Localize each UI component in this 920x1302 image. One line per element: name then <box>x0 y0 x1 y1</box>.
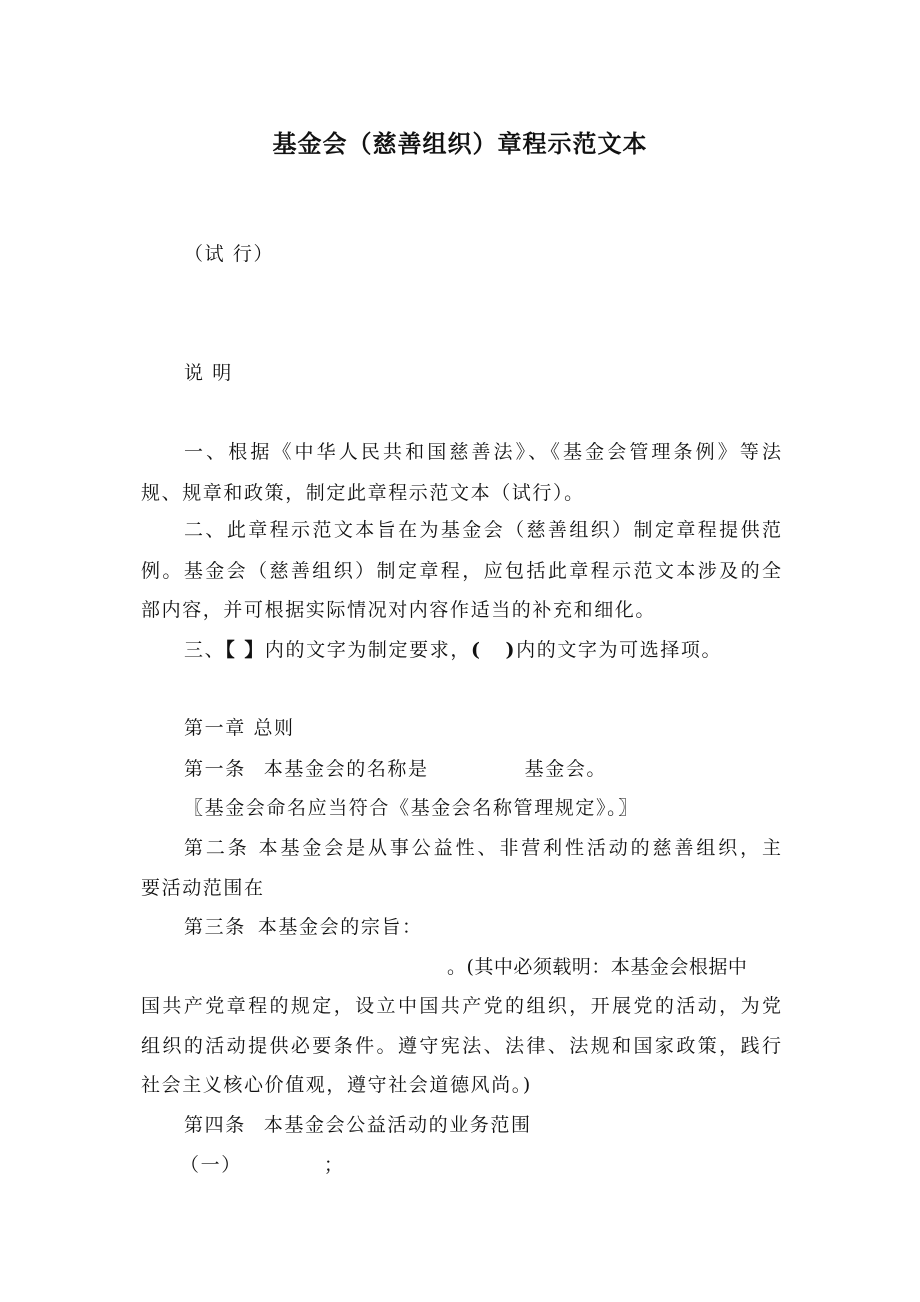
article3-line5: 社会主义核心价值观，遵守社会道德风尚。) <box>141 1074 532 1096</box>
article4-item1 <box>180 1153 777 1177</box>
article3-text: 本基金会的宗旨： <box>257 916 423 938</box>
article1 <box>184 757 781 781</box>
item3-prefix: 三、 <box>184 639 226 661</box>
article3-line3: 国共产党章程的规定，设立中国共产党的组织，开展党的活动，为党 <box>141 995 781 1017</box>
article3-line2: 。(其中必须载明：本基金会根据中 <box>447 956 748 978</box>
article1-tail: 基金会。 <box>524 758 608 780</box>
explanation-item2-line2: 例。基金会（慈善组织）制定章程，应包括此章程示范文本涉及的全 <box>141 560 781 582</box>
article1-label: 第一条 <box>184 758 246 780</box>
explanation-item1-line2: 规、规章和政策，制定此章程示范文本（试行）。 <box>141 482 585 504</box>
article2-line2: 要活动范围在 <box>141 877 265 899</box>
article3-line4: 组织的活动提供必要条件。遵守宪法、法律、法规和国家政策，践行 <box>141 1035 781 1057</box>
item3-bracket-open: 【 <box>225 639 237 661</box>
trial-note: （试 行） <box>184 243 275 265</box>
item3-paren-close: ) <box>505 639 517 661</box>
article4-item1-end: ； <box>323 1154 345 1176</box>
article4-text: 本基金会公益活动的业务范围 <box>263 1114 532 1136</box>
item3-bracket-close: 】 <box>244 639 265 661</box>
item3-suffix: 内的文字为可选择项。 <box>516 639 723 661</box>
article2-line1: 第二条 本基金会是从事公益性、非营利性活动的慈善组织，主 <box>184 837 781 859</box>
article4-label: 第四条 <box>184 1114 246 1136</box>
document-title: 基金会（慈善组织）章程示范文本 <box>272 130 648 158</box>
item3-paren-open: ( <box>470 639 482 661</box>
explanation-heading: 说 明 <box>184 362 233 384</box>
explanation-item2-line1: 二、此章程示范文本旨在为基金会（慈善组织）制定章程提供范 <box>184 519 781 541</box>
chapter1-heading: 第一章 总则 <box>184 717 295 739</box>
explanation-item1-line1: 一、根据《中华人民共和国慈善法》、《基金会管理条例》等法 <box>184 441 781 463</box>
article3 <box>184 915 781 939</box>
explanation-item2-line3: 部内容，并可根据实际情况对内容作适当的补充和细化。 <box>141 599 657 621</box>
article4-item1-label: （一） <box>180 1154 242 1176</box>
article1-text: 本基金会的名称是 <box>263 758 429 780</box>
article3-label: 第三条 <box>184 916 246 938</box>
explanation-item3 <box>184 638 781 662</box>
article1-note: 〖基金会命名应当符合《基金会名称管理规定》。〗 <box>184 797 639 819</box>
article4 <box>184 1113 781 1137</box>
item3-mid: 内的文字为制定要求， <box>264 639 471 661</box>
